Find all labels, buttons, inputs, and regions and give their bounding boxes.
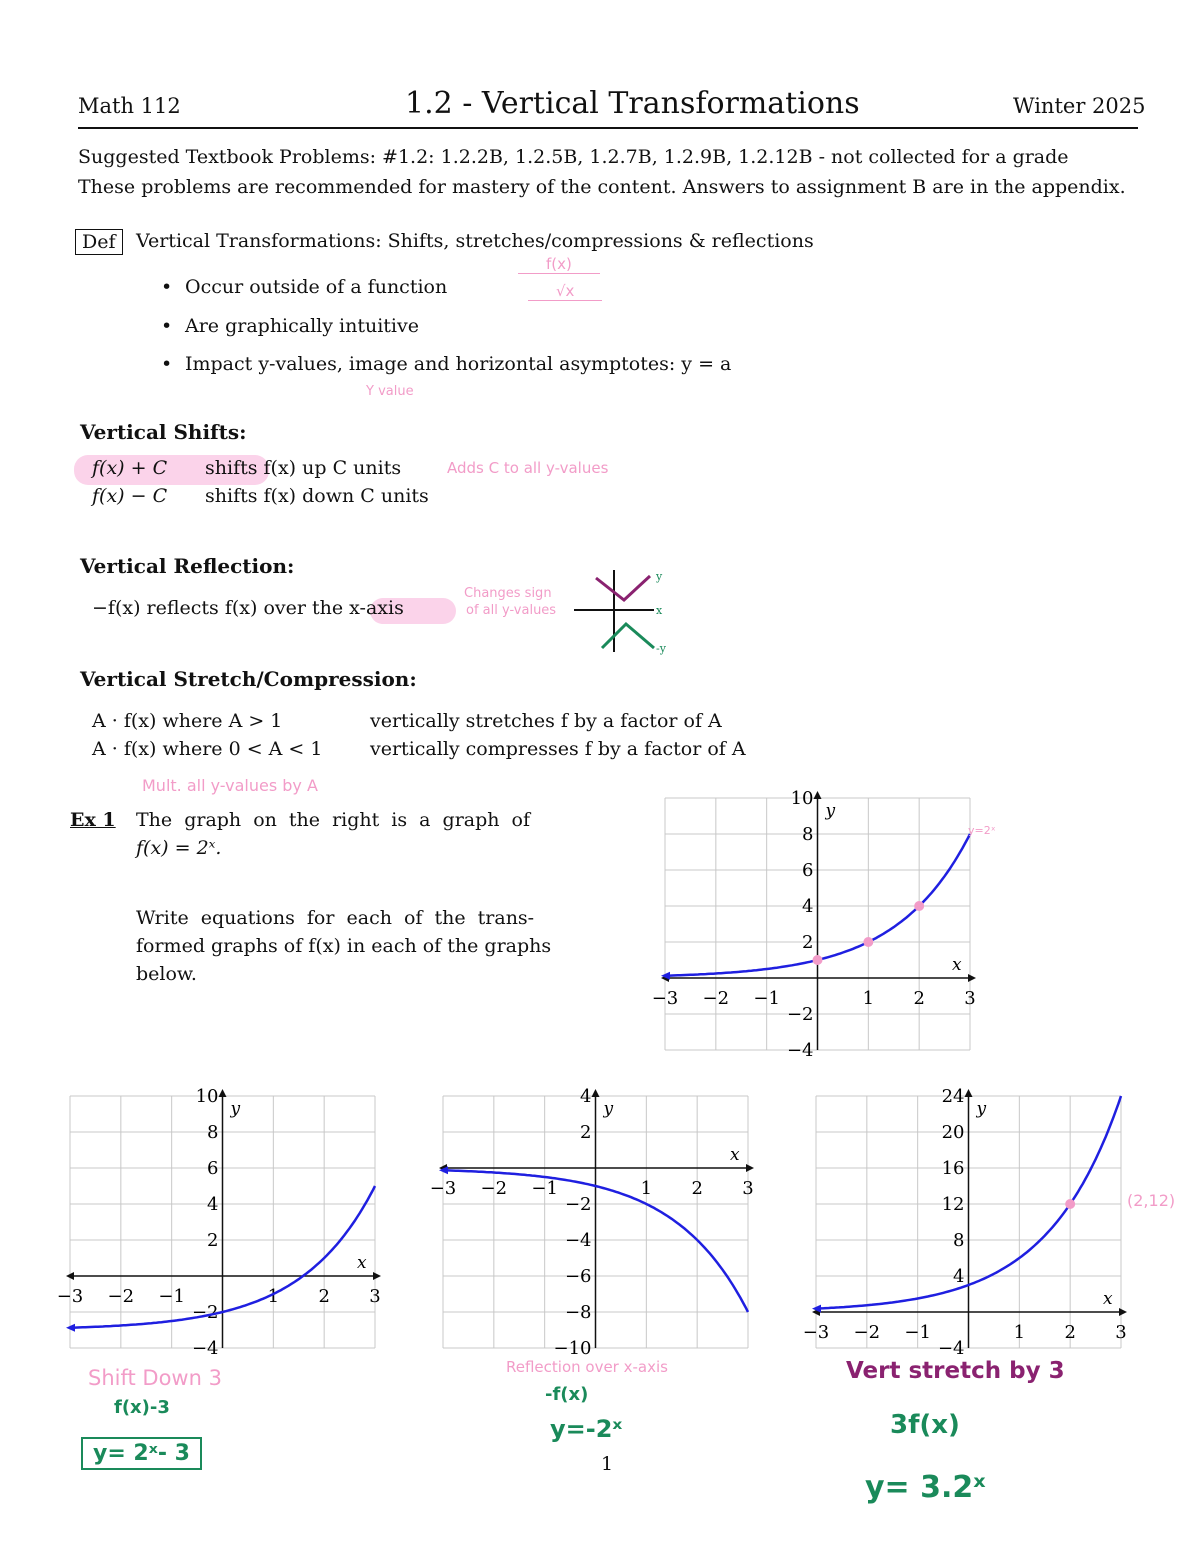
x-tick-label: 2 bbox=[1064, 1322, 1076, 1343]
x-axis-arrow bbox=[373, 1272, 381, 1280]
note-fx: f(x) bbox=[518, 255, 600, 274]
y-axis-arrow bbox=[592, 1089, 600, 1097]
note-change-sign: Changes sign bbox=[464, 586, 552, 601]
sketch-label-x: x bbox=[656, 604, 663, 617]
y-tick-label: −2 bbox=[191, 1302, 219, 1323]
shifts-title: Vertical Shifts: bbox=[80, 420, 247, 444]
y-tick-label: 16 bbox=[941, 1158, 965, 1179]
y-tick-label: 4 bbox=[953, 1266, 965, 1287]
shift-up-desc: shifts f(x) up C units bbox=[205, 457, 402, 479]
x-tick-label: −3 bbox=[651, 988, 679, 1009]
answer-shift: y= 2ˣ- 3 bbox=[81, 1437, 202, 1470]
x-tick-label: −1 bbox=[753, 988, 780, 1009]
x-axis-arrow bbox=[968, 974, 976, 982]
y-axis-arrow bbox=[965, 1089, 973, 1097]
x-axis-label: x bbox=[357, 1253, 367, 1273]
shift-down-desc: shifts f(x) down C units bbox=[205, 485, 429, 507]
def-bullet-3: • Impact y-values, image and horizontal asymptotes: y = a bbox=[185, 353, 731, 375]
y-tick-label: 20 bbox=[941, 1122, 965, 1143]
marked-point bbox=[863, 937, 873, 947]
y-tick-label: −4 bbox=[564, 1230, 592, 1251]
note-sqrtx: √x bbox=[528, 282, 602, 301]
x-tick-label: −1 bbox=[531, 1178, 558, 1199]
y-tick-label: 12 bbox=[941, 1194, 965, 1215]
page-number: 1 bbox=[601, 1453, 614, 1475]
x-tick-label: −2 bbox=[480, 1178, 508, 1199]
y-axis-label: y bbox=[230, 1099, 241, 1119]
y-axis-label: y bbox=[976, 1099, 987, 1119]
y-tick-label: 2 bbox=[802, 932, 814, 953]
marked-point bbox=[914, 901, 924, 911]
note-yvalue: Y value bbox=[366, 384, 414, 399]
graph-reflection bbox=[418, 1083, 763, 1363]
y-axis-arrow bbox=[219, 1089, 227, 1097]
answer-stretch: y= 3.2ˣ bbox=[865, 1470, 986, 1505]
compress-expr: A · f(x) where 0 < A < 1 bbox=[92, 738, 323, 760]
note-add-c: Adds C to all y-values bbox=[447, 459, 609, 477]
marked-point bbox=[813, 955, 823, 965]
example-line-1: The graph on the right is a graph of bbox=[136, 809, 531, 831]
x-tick-label: −2 bbox=[702, 988, 730, 1009]
y-tick-label: 2 bbox=[580, 1122, 592, 1143]
y-tick-label: 24 bbox=[941, 1086, 965, 1107]
y-tick-label: 4 bbox=[207, 1194, 219, 1215]
example-para-3: below. bbox=[136, 963, 197, 985]
x-axis-label: x bbox=[730, 1145, 740, 1165]
answer-reflection: y=-2ˣ bbox=[550, 1415, 623, 1443]
x-tick-label: −3 bbox=[429, 1178, 457, 1199]
x-tick-label: 1 bbox=[1013, 1322, 1026, 1343]
y-axis-label: y bbox=[603, 1099, 614, 1119]
def-bullet-2: • Are graphically intuitive bbox=[185, 315, 419, 337]
x-tick-label: −2 bbox=[107, 1286, 135, 1307]
y-tick-label: −2 bbox=[786, 1004, 814, 1025]
x-axis-label: x bbox=[1103, 1289, 1113, 1309]
example-label: Ex 1 bbox=[70, 809, 116, 831]
y-tick-label: 8 bbox=[207, 1122, 219, 1143]
example-line-2: f(x) = 2ˣ. bbox=[136, 837, 222, 859]
x-axis-arrow bbox=[1119, 1308, 1127, 1316]
x-tick-label: −2 bbox=[853, 1322, 881, 1343]
note-mult: Mult. all y-values by A bbox=[142, 776, 318, 795]
y-tick-label: 8 bbox=[802, 824, 814, 845]
x-axis-label: x bbox=[952, 955, 962, 975]
example-para-1: Write equations for each of the trans- bbox=[136, 907, 535, 929]
shift-down-expr: f(x) − C bbox=[92, 485, 168, 507]
shift-up-expr: f(x) + C bbox=[92, 457, 168, 479]
y-tick-label: −4 bbox=[786, 1040, 814, 1061]
y-tick-label: 6 bbox=[207, 1158, 219, 1179]
sketch-label-neg-y: -y bbox=[656, 642, 666, 655]
x-tick-label: 3 bbox=[1115, 1322, 1127, 1343]
suggested-problems: Suggested Textbook Problems: #1.2: 1.2.2B, 1.2.5B, 1.2.7B, 1.2.9B, 1.2.12B - not collected for a grade bbox=[78, 146, 1069, 168]
x-tick-label: 3 bbox=[742, 1178, 754, 1199]
term: Winter 2025 bbox=[1013, 94, 1146, 118]
x-tick-label: 3 bbox=[369, 1286, 381, 1307]
marked-point bbox=[1065, 1199, 1075, 1209]
note-point-label: y=2ˣ bbox=[968, 824, 996, 837]
x-tick-label: 1 bbox=[640, 1178, 653, 1199]
sketch-label-y: y bbox=[656, 570, 663, 583]
y-axis-arrow bbox=[814, 791, 822, 799]
stretch-title: Vertical Stretch/Compression: bbox=[80, 667, 417, 691]
reflection-text: −f(x) reflects f(x) over the x-axis bbox=[92, 597, 404, 619]
note-neg-fx: -f(x) bbox=[545, 1384, 589, 1405]
x-tick-label: 1 bbox=[267, 1286, 280, 1307]
x-tick-label: 1 bbox=[862, 988, 875, 1009]
note-reflection: Reflection over x-axis bbox=[506, 1358, 668, 1376]
reflection-sketch bbox=[568, 566, 678, 658]
x-tick-label: −1 bbox=[158, 1286, 185, 1307]
header-rule bbox=[78, 127, 1138, 129]
y-tick-label: 4 bbox=[580, 1086, 592, 1107]
x-tick-label: 3 bbox=[964, 988, 976, 1009]
y-tick-label: −8 bbox=[564, 1302, 592, 1323]
y-tick-label: −4 bbox=[191, 1338, 219, 1359]
note-point-212: (2,12) bbox=[1127, 1191, 1176, 1210]
def-bullet-1: • Occur outside of a function bbox=[185, 276, 447, 298]
graph-stretch bbox=[791, 1083, 1136, 1363]
page-title: 1.2 - Vertical Transformations bbox=[405, 86, 860, 121]
x-tick-label: 2 bbox=[318, 1286, 330, 1307]
y-tick-label: −6 bbox=[564, 1266, 592, 1287]
course-name: Math 112 bbox=[78, 94, 181, 118]
y-tick-label: 2 bbox=[207, 1230, 219, 1251]
compress-desc: vertically compresses f by a factor of A bbox=[370, 738, 746, 760]
note-fx-minus3: f(x)-3 bbox=[114, 1397, 170, 1418]
note-change-sign-2: of all y-values bbox=[466, 603, 557, 618]
note-vert-stretch: Vert stretch by 3 bbox=[846, 1358, 1065, 1384]
y-tick-label: 8 bbox=[953, 1230, 965, 1251]
note-shift-down: Shift Down 3 bbox=[88, 1366, 222, 1390]
y-tick-label: 6 bbox=[802, 860, 814, 881]
x-tick-label: 2 bbox=[913, 988, 925, 1009]
x-axis-arrow bbox=[746, 1164, 754, 1172]
def-label: Def bbox=[75, 229, 123, 255]
def-heading: Vertical Transformations: Shifts, stretches/compressions & reflections bbox=[136, 230, 814, 252]
mastery-note: These problems are recommended for mastery of the content. Answers to assignment B are in the appendix. bbox=[78, 176, 1126, 198]
x-tick-label: −3 bbox=[56, 1286, 84, 1307]
y-tick-label: −2 bbox=[564, 1194, 592, 1215]
graph-original bbox=[640, 785, 985, 1065]
y-tick-label: 4 bbox=[802, 896, 814, 917]
y-axis-label: y bbox=[825, 801, 836, 821]
stretch-expr: A · f(x) where A > 1 bbox=[92, 710, 283, 732]
y-tick-label: 10 bbox=[790, 788, 814, 809]
stretch-desc: vertically stretches f by a factor of A bbox=[370, 710, 722, 732]
example-para-2: formed graphs of f(x) in each of the graphs bbox=[136, 935, 552, 957]
x-tick-label: −1 bbox=[904, 1322, 931, 1343]
note-3fx: 3f(x) bbox=[890, 1410, 960, 1440]
x-tick-label: −3 bbox=[802, 1322, 830, 1343]
graph-shift-down bbox=[45, 1083, 390, 1363]
y-tick-label: 10 bbox=[195, 1086, 219, 1107]
reflection-title: Vertical Reflection: bbox=[80, 554, 295, 578]
x-tick-label: 2 bbox=[691, 1178, 703, 1199]
y-tick-label: −4 bbox=[937, 1338, 965, 1359]
y-tick-label: −10 bbox=[553, 1338, 592, 1359]
